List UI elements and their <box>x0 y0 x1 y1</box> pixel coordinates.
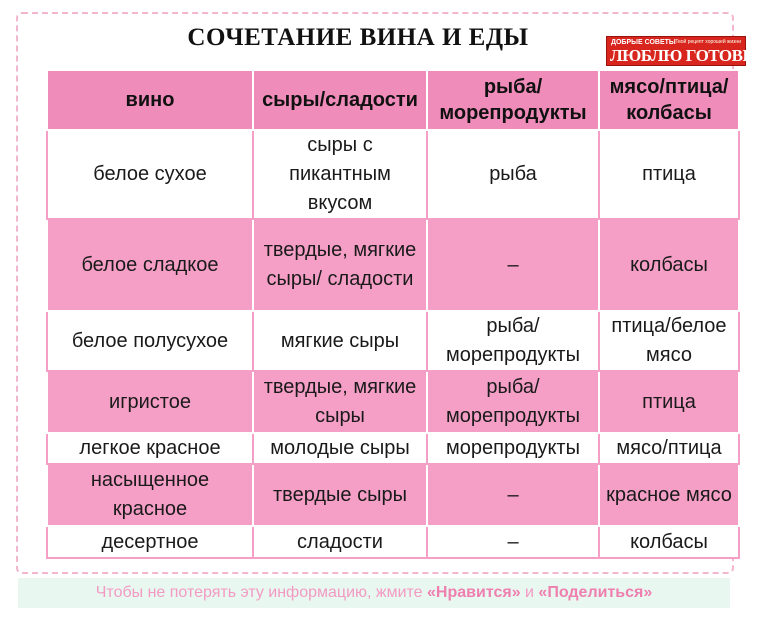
cell-meat: мясо/птица <box>599 433 739 464</box>
share-label: «Поделиться» <box>538 584 653 601</box>
table-row <box>47 130 739 219</box>
cell-cheese: твердые сыры <box>253 464 427 526</box>
cell-wine: белое полусухое <box>47 311 253 371</box>
cell-meat: птица/белое мясо <box>599 311 739 371</box>
logo-top-left: ДОБРЫЕ СОВЕТЫ <box>611 39 676 46</box>
table-row <box>47 433 739 464</box>
cell-cheese: сладости <box>253 526 427 558</box>
cell-fish: – <box>427 526 599 558</box>
table-row <box>47 371 739 433</box>
logo-main: ЛЮБЛЮ ГОТОВИТЬ! <box>610 46 782 65</box>
like-label: «Нравится» <box>427 584 521 601</box>
footer-and: и <box>520 584 539 601</box>
cell-cheese: сыры с пикантным вкусом <box>253 130 427 219</box>
cell-wine: игристое <box>47 371 253 433</box>
wine-pairing-table <box>46 69 740 559</box>
cell-fish: рыба/ морепродукты <box>427 311 599 371</box>
cell-fish: рыба <box>427 130 599 219</box>
table-row <box>47 526 739 558</box>
cell-cheese: молодые сыры <box>253 433 427 464</box>
info-card <box>16 12 782 574</box>
magazine-logo <box>606 36 782 66</box>
table-row <box>47 219 739 311</box>
cell-meat: красное мясо <box>599 464 739 526</box>
cell-wine: белое сухое <box>47 130 253 219</box>
cell-cheese: мягкие сыры <box>253 311 427 371</box>
cell-meat: колбасы <box>599 526 739 558</box>
table-header-row <box>47 70 739 130</box>
cell-fish: – <box>427 219 599 311</box>
cell-meat: колбасы <box>599 219 739 311</box>
header-fish: рыба/ морепродукты <box>427 70 599 130</box>
cell-cheese: твердые, мягкие сыры <box>253 371 427 433</box>
header-meat: мясо/птица/ колбасы <box>599 70 739 130</box>
cell-meat: птица <box>599 371 739 433</box>
cell-wine: белое сладкое <box>47 219 253 311</box>
cell-fish: – <box>427 464 599 526</box>
cell-wine: легкое красное <box>47 433 253 464</box>
page-title: СОЧЕТАНИЕ ВИНА И ЕДЫ <box>187 24 529 51</box>
header-cheese: сыры/сладости <box>253 70 427 130</box>
share-reminder <box>18 578 730 608</box>
table-row <box>47 464 739 526</box>
cell-cheese: твердые, мягкие сыры/ сладости <box>253 219 427 311</box>
cell-wine: десертное <box>47 526 253 558</box>
logo-top-right: Твой рецепт хорошей жизни <box>675 39 741 45</box>
cell-wine: насыщенное красное <box>47 464 253 526</box>
table-row <box>47 311 739 371</box>
cell-fish: рыба/ морепродукты <box>427 371 599 433</box>
footer-text: Чтобы не потерять эту информацию, жмите <box>95 584 428 601</box>
header-wine: вино <box>47 70 253 130</box>
cell-fish: морепродукты <box>427 433 599 464</box>
cell-meat: птица <box>599 130 739 219</box>
